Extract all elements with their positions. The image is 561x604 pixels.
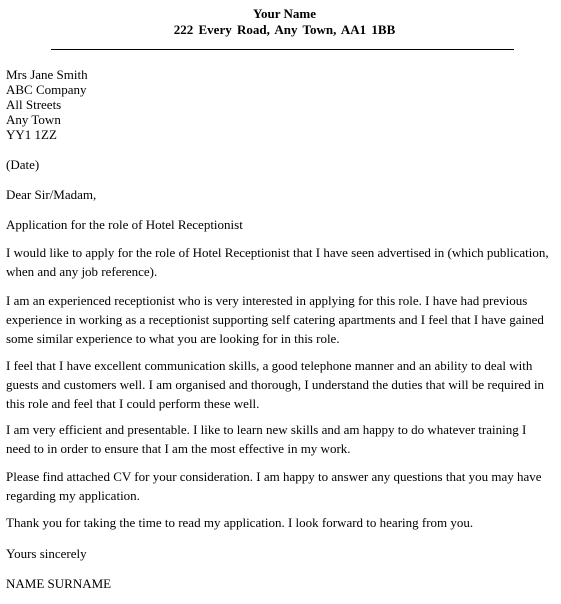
recipient-line: Mrs Jane Smith [6,67,88,82]
sender-name: Your Name [253,6,316,21]
recipient-line: All Streets [6,97,62,112]
recipient-line: YY1 1ZZ [6,127,57,142]
paragraph-2: I am an experienced receptionist who is very interested in applying for this role. I have had previous experience in working as a receptionist supporting self catering apartments and I feel that I have gained some similar experience to what you are looking for in this role. [6,293,544,346]
sender-address: 222 Every Road, Any Town, AA1 1BB [173,22,396,37]
paragraph-1: I would like to apply for the role of Hotel Receptionist that I have seen advertised in (which publication, when and any job reference). [6,245,549,279]
letter-date: (Date) [6,157,40,172]
letter-header [0,6,561,38]
paragraph-5: Please find attached CV for your consideration. I am happy to answer any questions that you may have regarding my application. [6,469,542,503]
header-divider [51,49,514,50]
recipient-line: Any Town [6,112,61,127]
recipient-line: ABC Company [6,82,87,97]
paragraph-3: I feel that I have excellent communication skills, a good telephone manner and an ability to deal with guests and customers well. I am organised and thorough, I understand the duties that will be required in this role and feel that I could perform these well. [6,358,545,411]
paragraph-6: Thank you for taking the time to read my application. I look forward to hearing from you. [6,515,474,530]
recipient-address [6,67,88,142]
salutation: Dear Sir/Madam, [6,187,97,202]
paragraph-4: I am very efficient and presentable. I like to learn new skills and am happy to do whatever training I need to in order to ensure that I am the most effective in my work. [6,422,527,456]
letter-subject: Application for the role of Hotel Receptionist [6,217,243,232]
closing: Yours sincerely [6,546,87,561]
signature-name: NAME SURNAME [6,576,112,591]
